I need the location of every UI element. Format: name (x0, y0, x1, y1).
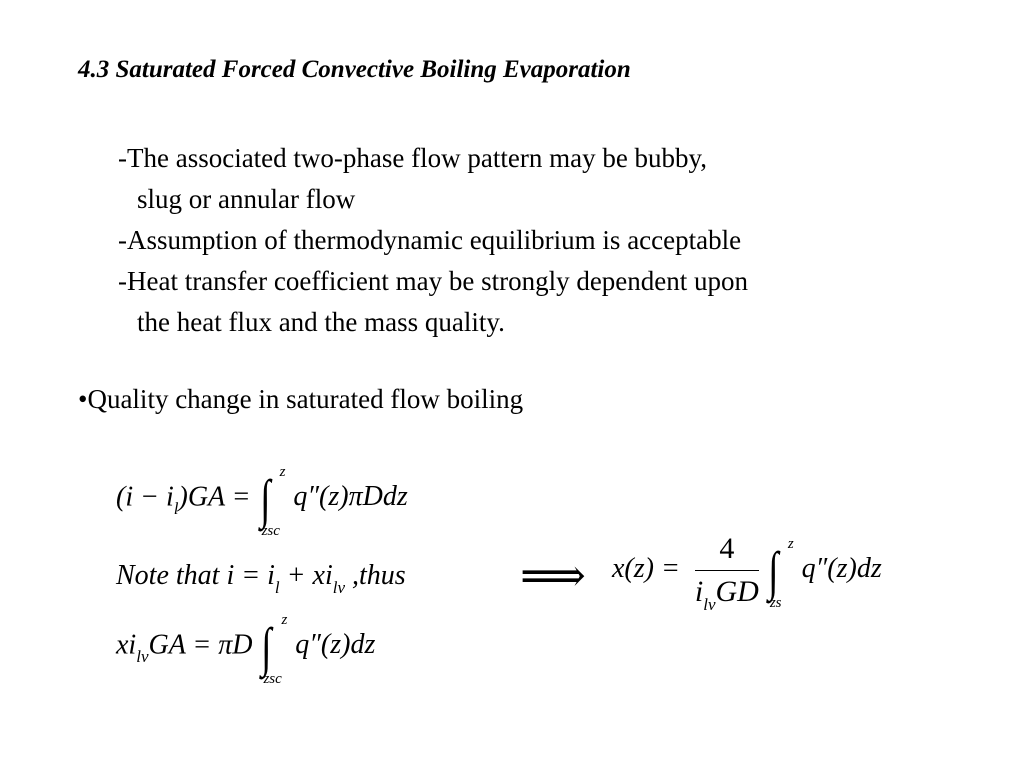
result-den-sub: lv (703, 595, 716, 614)
result-denominator (694, 571, 759, 614)
integral-symbol: ∫ z zs (768, 535, 794, 611)
eq1-rhs: q″(z)πDdz (293, 481, 408, 513)
note-sub2: lv (332, 578, 346, 597)
implies-arrow-icon: ⟹ (520, 550, 586, 601)
slide-title: 4.3 Saturated Forced Convective Boiling Evaporation (78, 56, 631, 83)
note-mid: + xi (279, 560, 333, 591)
note-sub1: l (274, 578, 280, 597)
text-line-4: -Heat transfer coefficient may be strongly dependent upon (118, 266, 749, 296)
equation-result (612, 532, 882, 614)
result-den-end: GD (715, 575, 759, 608)
equation-quality (116, 612, 376, 687)
note-text: Note that i = i (116, 560, 275, 591)
result-int-lower: zs (769, 594, 782, 611)
note-end: ,thus (345, 560, 406, 591)
result-numerator: 4 (695, 532, 759, 571)
integral-symbol: ∫ z zsc (261, 612, 288, 687)
equation-note (116, 560, 406, 597)
eq1-lhs: (i − i (116, 481, 174, 513)
result-den-i: i (694, 575, 704, 608)
bullet-heading: •Quality change in saturated flow boiling (78, 384, 524, 414)
result-lhs: x(z) = (612, 552, 680, 584)
text-line-2: slug or annular flow (137, 184, 356, 214)
eq1-int-lower: zsc (261, 523, 280, 539)
eq2-lhs: xi (116, 629, 137, 661)
equation-energy-balance (116, 464, 408, 539)
eq1-lhs-end: )GA = (178, 481, 251, 513)
eq2-lhs-sub: lv (136, 647, 149, 667)
eq2-lhs-end: GA = πD (148, 629, 253, 661)
eq1-lhs-sub: l (173, 499, 179, 519)
eq2-int-upper: z (281, 612, 288, 628)
eq2-int-lower: zsc (263, 671, 282, 687)
text-line-3: -Assumption of thermodynamic equilibrium is acceptable (118, 225, 742, 255)
result-int-upper: z (787, 535, 794, 552)
text-line-5: the heat flux and the mass quality. (137, 307, 505, 337)
text-line-1: -The associated two-phase flow pattern may be bubby, (118, 143, 708, 173)
result-fraction (694, 532, 759, 614)
eq2-rhs: q″(z)dz (295, 629, 376, 661)
eq1-int-upper: z (279, 464, 286, 480)
integral-symbol: ∫ z zsc (259, 464, 286, 539)
result-rhs: q″(z)dz (801, 552, 882, 584)
